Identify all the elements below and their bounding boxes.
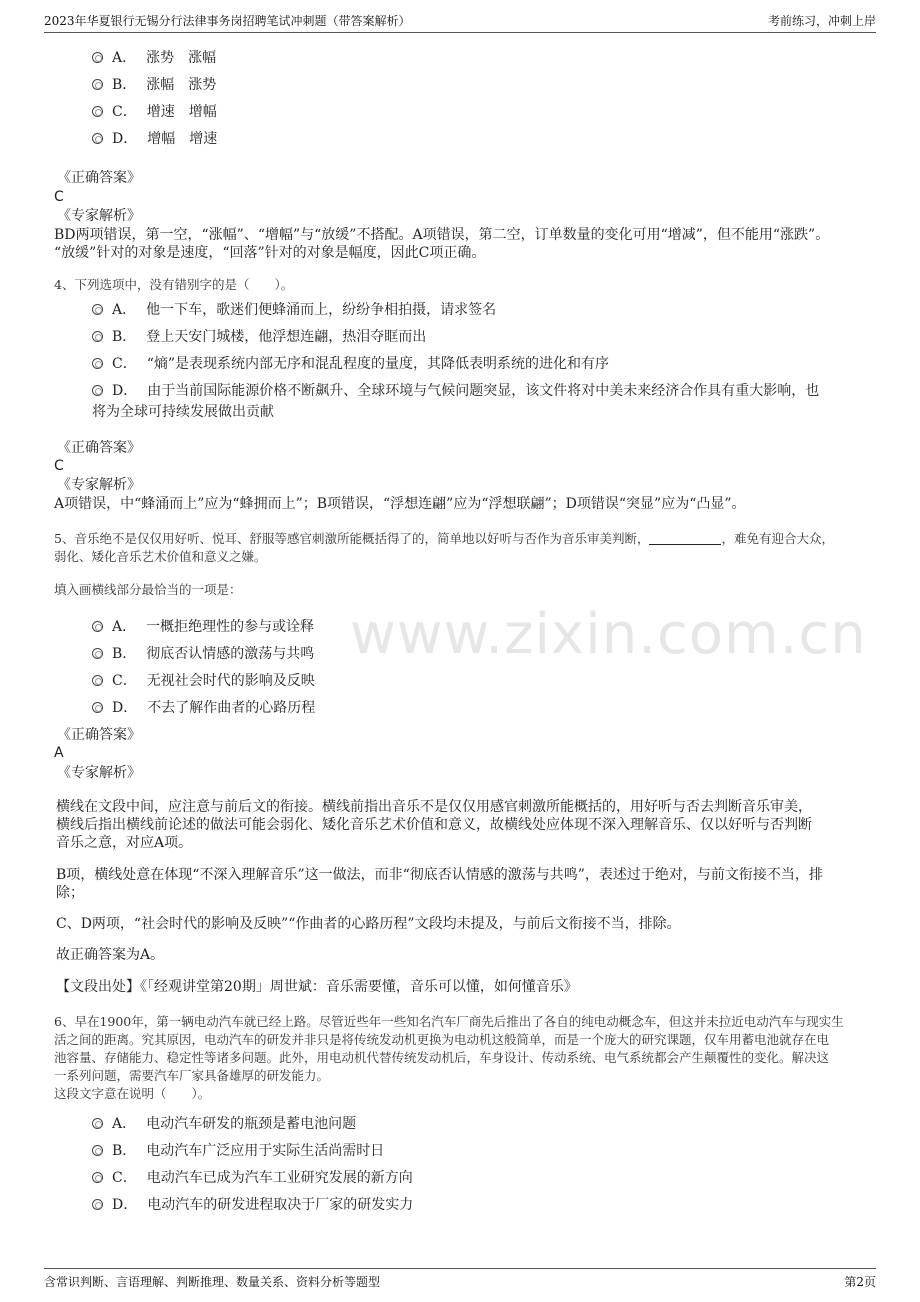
fill-blank [649,532,721,545]
q6-option-a[interactable]: A． 电动汽车研发的瓶颈是蓄电池问题 [92,1113,356,1133]
q6-stem-line4: 一系列问题，需要汽车厂家具备雄厚的研发能力。 [54,1068,330,1083]
q5-answer: A [54,745,64,761]
q5-analysis-label: 《专家解析》 [57,765,141,781]
radio-icon[interactable] [92,79,103,90]
radio-icon[interactable] [92,304,103,315]
header-slogan: 考前练习，冲刺上岸 [767,14,876,28]
q5-answer-label: 《正确答案》 [57,727,141,743]
q3-option-a[interactable]: A． 涨势 涨幅 [92,47,216,67]
q5-analysis-para2-line1: B项，横线处意在体现“不深入理解音乐”这一做法，而非“彻底否认情感的激荡与共鸣”，表述过于绝对，与前文衔接不当，排 [56,867,823,883]
radio-icon[interactable] [92,702,103,713]
q3-analysis-label: 《专家解析》 [57,208,141,224]
q6-option-d[interactable]: D． 电动汽车的研发进程取决于厂家的研发实力 [92,1194,413,1214]
q4-answer: C [54,458,64,474]
page-number: 第2页 [844,1275,876,1289]
radio-icon[interactable] [92,1145,103,1156]
q6-stem-line2: 活之间的距离。究其原因，电动汽车的研发并非只是将传统发动机更换为电动机这般简单，而是一个庞大的研究课题，仅车用蓄电池就存在电 [54,1032,830,1047]
page-header [44,10,876,33]
q3-option-b[interactable]: B． 涨幅 涨势 [92,74,216,94]
q5-option-a[interactable]: A． 一概拒绝理性的参与或诠释 [92,616,314,636]
radio-icon[interactable] [92,331,103,342]
q5-analysis-para3: C、D两项，“社会时代的影响及反映”“作曲者的心路历程”文段均未提及，与前后文衔接不当，排除。 [56,916,681,932]
q5-stem-line1: 5、音乐绝不是仅仅用好听、悦耳、舒服等感官刺激所能概括得了的，简单地以好听与否作为音乐审美判断， ，难免有迎合大众， [54,531,834,546]
q4-option-d[interactable]: D． 由于当前国际能源价格不断飙升、全球环境与气候问题突显，该文件将对中美未来经济合作具有重大影响，也 [92,380,819,400]
radio-icon[interactable] [92,1118,103,1129]
q3-answer: C [54,189,64,205]
q5-analysis-para1-line2: 横线后指出横线前论述的做法可能会弱化、矮化音乐艺术价值和意义，故横线处应体现不深入理解音乐、仅以好听与否判断 [56,817,812,833]
radio-icon[interactable] [92,1199,103,1210]
footer-description: 含常识判断、言语理解、判断推理、数量关系、资料分析等题型 [44,1275,381,1289]
q5-stem-line2: 弱化、矮化音乐艺术价值和意义之嫌。 [54,549,267,564]
q4-option-d-line2: 将为全球可持续发展做出贡献 [92,404,274,420]
radio-icon[interactable] [92,621,103,632]
q5-analysis-para1-line3: 音乐之意，对应A项。 [56,835,193,851]
q5-option-b[interactable]: B． 彻底否认情感的激荡与共鸣 [92,643,314,663]
q4-analysis-label: 《专家解析》 [57,477,141,493]
q6-stem-line3: 池容量、存储能力、稳定性等诸多问题。此外，用电动机代替传统发动机后，车身设计、传动系统、电气系统都会产生颠覆性的变化。解决这 [54,1050,830,1065]
q6-stem-line5: 这段文字意在说明（ ）。 [54,1086,211,1101]
radio-icon[interactable] [92,675,103,686]
q3-answer-label: 《正确答案》 [57,170,141,186]
radio-icon[interactable] [92,106,103,117]
q6-stem-line1: 6、早在1900年，第一辆电动汽车就已经上路。尽管近些年一些知名汽车厂商先后推出了各自的纯电动概念车，但这并未拉近电动汽车与现实生 [54,1014,844,1029]
q3-option-d[interactable]: D． 增幅 增速 [92,128,217,148]
radio-icon[interactable] [92,52,103,63]
q4-stem: 4、下列选项中，没有错别字的是（ ）。 [54,277,294,292]
radio-icon[interactable] [92,648,103,659]
radio-icon[interactable] [92,385,103,396]
q4-analysis: A项错误，中“蜂涌而上”应为“蜂拥而上”；B项错误，“浮想连翩”应为“浮想联翩”；D项错误“突显”应为“凸显”。 [54,496,746,512]
q5-analysis-para2-line2: 除； [56,885,84,901]
q3-analysis-line2: “放缓”针对的对象是速度，“回落”针对的对象是幅度，因此C项正确。 [54,245,486,261]
q4-answer-label: 《正确答案》 [57,440,141,456]
document-title: 2023年华夏银行无锡分行法律事务岗招聘笔试冲刺题（带答案解析） [44,14,411,28]
radio-icon[interactable] [92,358,103,369]
radio-icon[interactable] [92,1172,103,1183]
q5-source: 【文段出处】《「经观讲堂第20期」周世斌：音乐需要懂，音乐可以懂，如何懂音乐》 [56,979,578,995]
page-footer [44,1268,876,1291]
q5-analysis-para1-line1: 横线在文段中间，应注意与前后文的衔接。横线前指出音乐不是仅仅用感官刺激所能概括的，用好听与否去判断音乐审美， [56,799,812,815]
q4-option-c[interactable]: C． “熵”是表现系统内部无序和混乱程度的量度，其降低表明系统的进化和有序 [92,353,609,373]
q5-option-d[interactable]: D． 不去了解作曲者的心路历程 [92,697,315,717]
q5-option-c[interactable]: C． 无视社会时代的影响及反映 [92,670,315,690]
q4-option-b[interactable]: B． 登上天安门城楼，他浮想连翩，热泪夺眶而出 [92,326,426,346]
q3-option-c[interactable]: C． 增速 增幅 [92,101,217,121]
q3-analysis-line1: BD两项错误，第一空，“涨幅”、“增幅”与“放缓”不搭配。A项错误，第二空，订单数量的变化可用“增减”，但不能用“涨跌”。 [54,227,830,243]
q5-instruction: 填入画横线部分最恰当的一项是： [54,582,242,597]
q4-option-a[interactable]: A． 他一下车，歌迷们便蜂涌而上，纷纷争相拍摄，请求签名 [92,299,496,319]
q6-option-b[interactable]: B． 电动汽车广泛应用于实际生活尚需时日 [92,1140,384,1160]
q6-option-c[interactable]: C． 电动汽车已成为汽车工业研究发展的新方向 [92,1167,413,1187]
watermark: www.zixin.com.cn [350,602,867,667]
radio-icon[interactable] [92,133,103,144]
q5-analysis-para4: 故正确答案为A。 [56,947,165,963]
